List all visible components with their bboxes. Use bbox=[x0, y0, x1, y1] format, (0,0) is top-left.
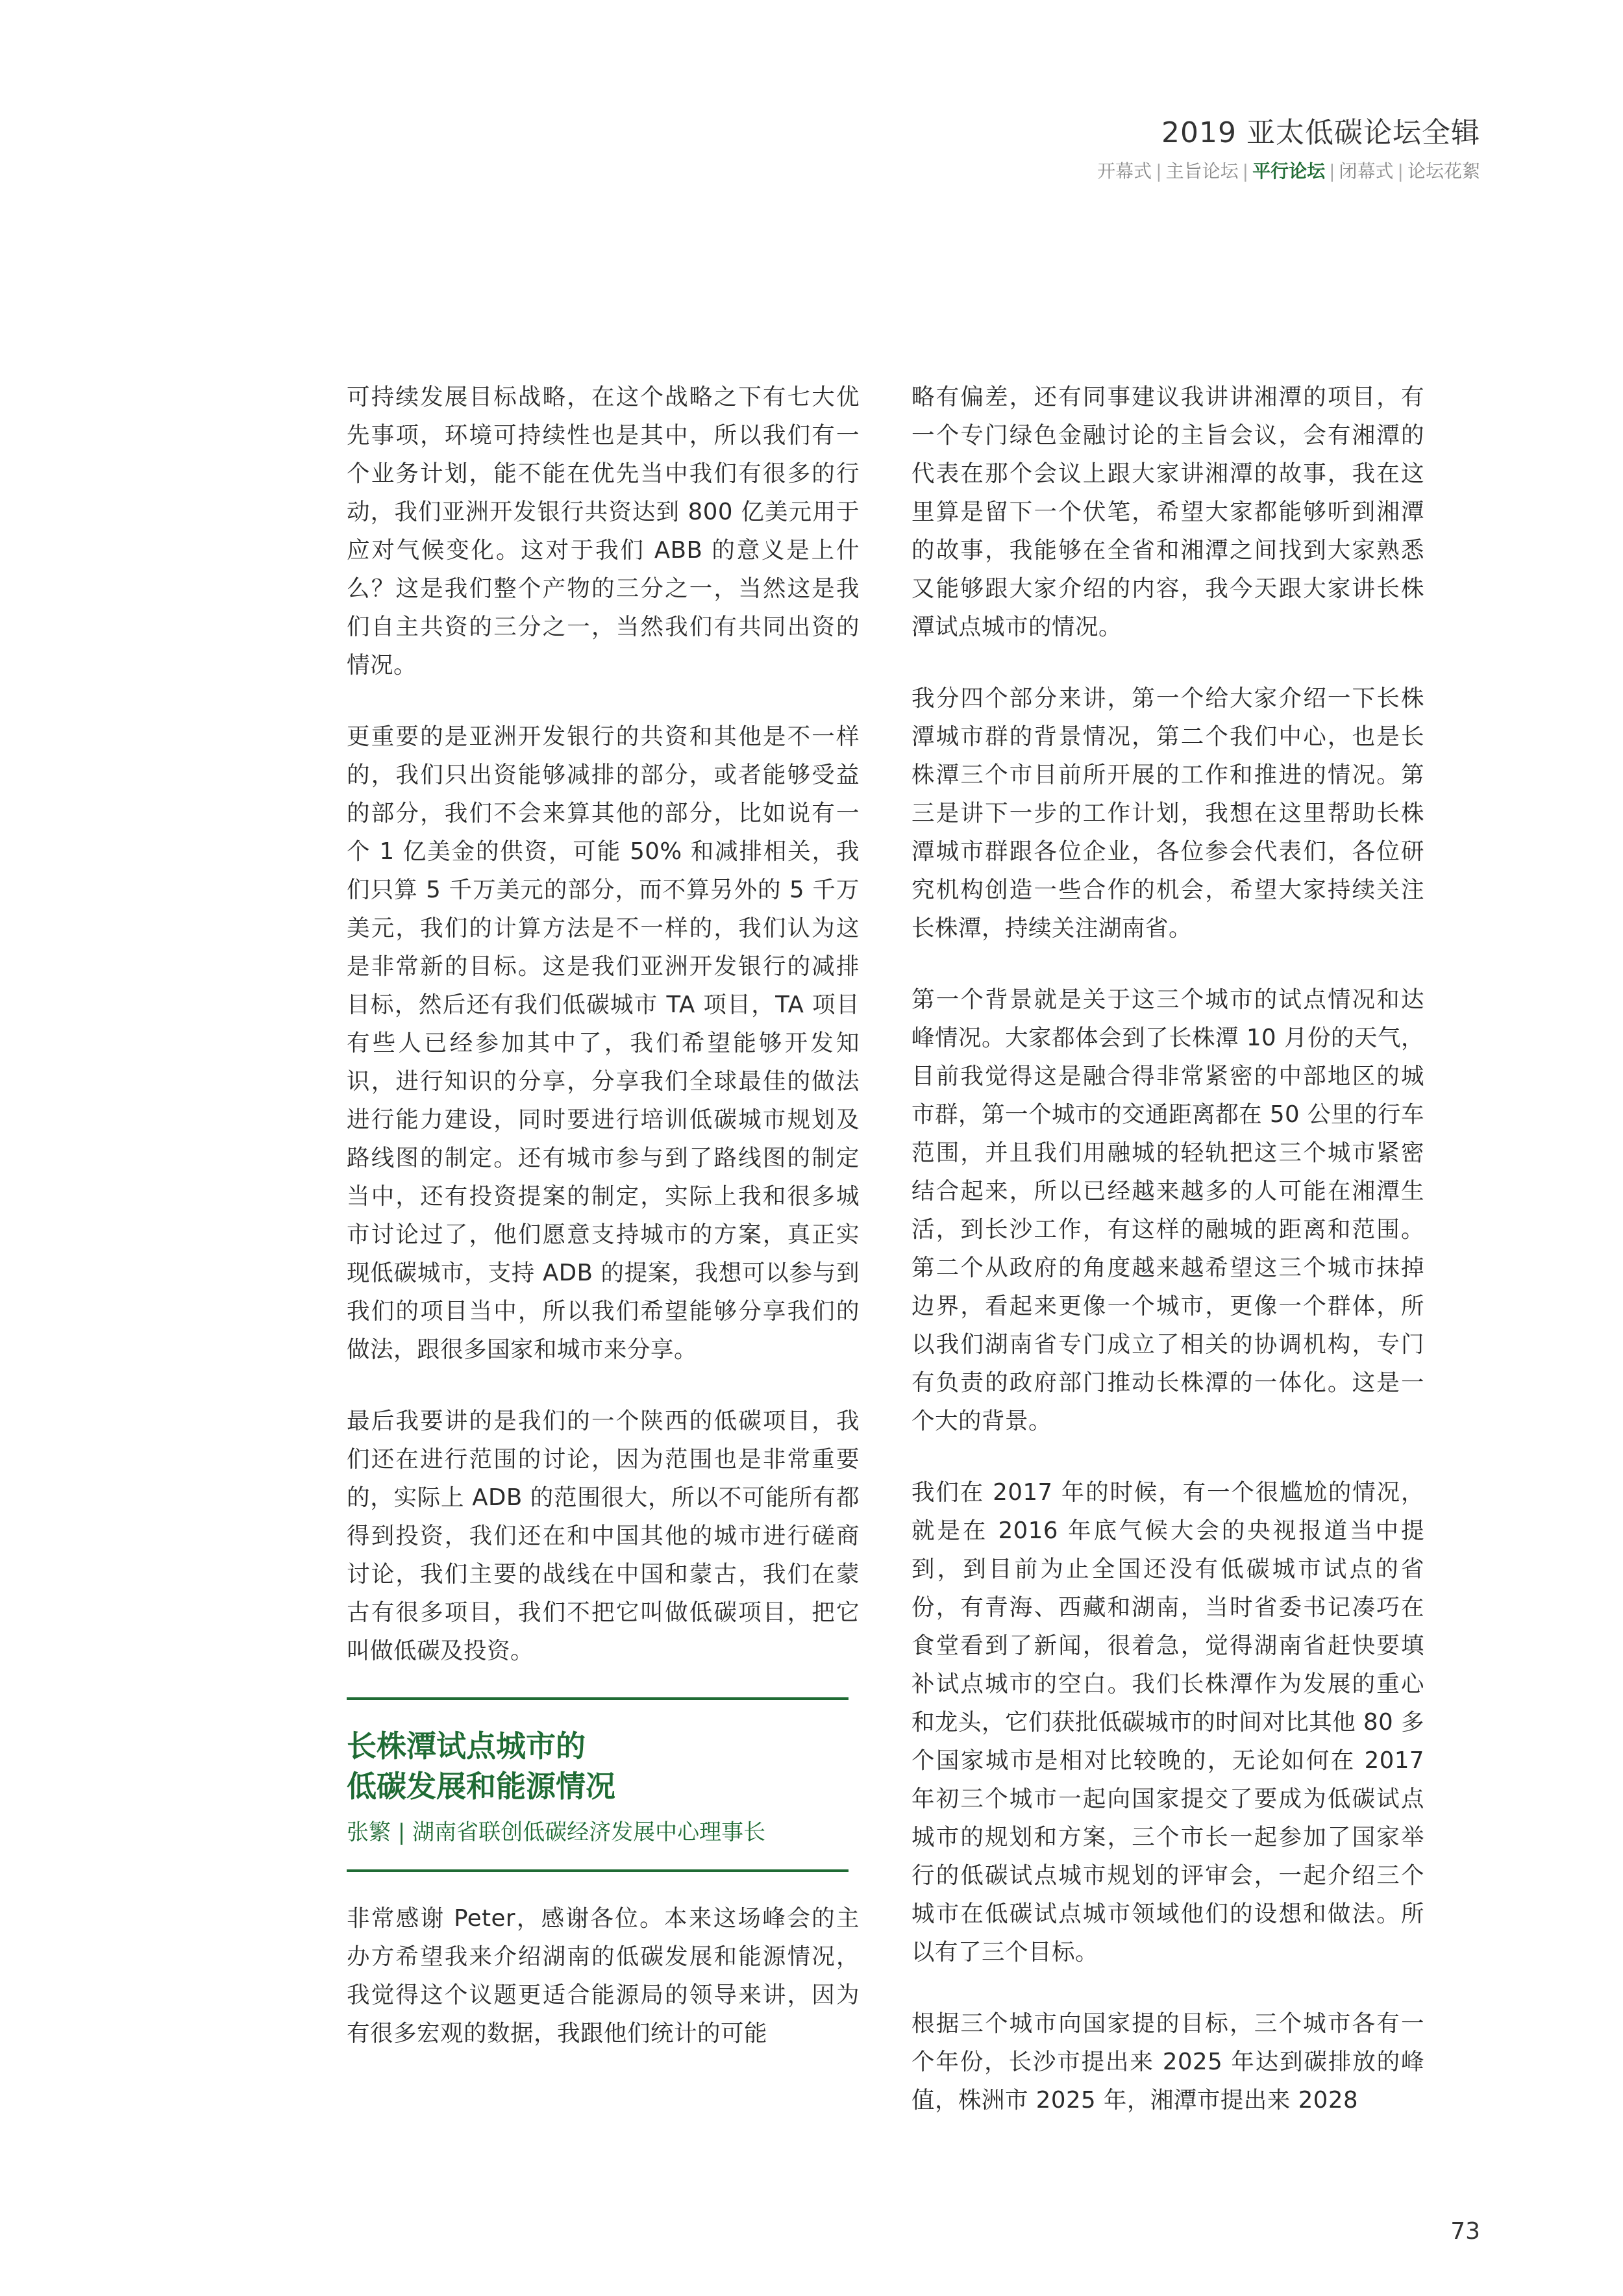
section-top-rule bbox=[347, 1697, 849, 1700]
publication-title: 2019 亚太低碳论坛全辑 bbox=[1161, 116, 1480, 149]
page-number: 73 bbox=[1450, 2218, 1480, 2245]
section-title-line-1: 长株潭试点城市的 bbox=[347, 1728, 586, 1764]
body-paragraph: 略有偏差，还有同事建议我讲讲湘潭的项目，有一个专门绿色金融讨论的主旨会议，会有湘潭的代表在那个会议上跟大家讲湘潭的故事，我在这里算是留下一个伏笔，希望大家都能够听到湘潭的故事，我能够在全省和湘潭之间找到大家熟悉又能够跟大家介绍的内容，我今天跟大家讲长株潭试点城市的情况。 bbox=[911, 384, 1424, 640]
body-paragraph: 第一个背景就是关于这三个城市的试点情况和达峰情况。大家都体会到了长株潭 10 月份的天气，目前我觉得这是融合得非常紧密的中部地区的城市群，第一个城市的交通距离都在 50 公里的行车范围，并且我们用融城的轻轨把这三个城市紧密结合起来，所以已经越来越多的人可能在湘潭生活，到长沙工作，有这样的融城的距离和范围。第二个从政府的角度越来越希望这三个城市抹掉边界，看起来更像一个城市，更像一个群体，所以我们湖南省专门成立了相关的协调机构，专门有负责的政府部门推动长株潭的一体化。这是一个大的背景。 bbox=[911, 986, 1424, 1434]
section-nav: 开幕式 | 主旨论坛 | 平行论坛 | 闭幕式 | 论坛花絮 bbox=[1097, 160, 1480, 182]
body-paragraph: 最后我要讲的是我们的一个陕西的低碳项目，我们还在进行范围的讨论，因为范围也是非常重要的，实际上 ADB 的范围很大，所以不可能所有都得到投资，我们还在和中国其他的城市进行磋商讨论，我们主要的战线在中国和蒙古，我们在蒙古有很多项目，我们不把它叫做低碳项目，把它叫做低碳及投资。 bbox=[347, 1408, 860, 1664]
body-paragraph: 我分四个部分来讲，第一个给大家介绍一下长株潭城市群的背景情况，第二个我们中心，也是长株潭三个市目前所开展的工作和推进的情况。第三是讲下一步的工作计划，我想在这里帮助长株潭城市群跟各位企业，各位参会代表们，各位研究机构创造一些合作的机会，希望大家持续关注长株潭，持续关注湖南省。 bbox=[911, 685, 1424, 942]
body-paragraph: 非常感谢 Peter，感谢各位。本来这场峰会的主办方希望我来介绍湖南的低碳发展和能源情况，我觉得这个议题更适合能源局的领导来讲，因为有很多宏观的数据，我跟他们统计的可能 bbox=[347, 1905, 860, 2047]
right-column bbox=[911, 378, 1424, 2152]
nav-item-opening[interactable]: 开幕式 bbox=[1097, 160, 1152, 182]
nav-item-parallel-forum[interactable]: 平行论坛 bbox=[1252, 160, 1326, 182]
body-paragraph: 可持续发展目标战略，在这个战略之下有七大优先事项，环境可持续性也是其中，所以我们有一个业务计划，能不能在优先当中我们有很多的行动，我们亚洲开发银行共资达到 800 亿美元用于应对气候变化。这对于我们 ABB 的意义是上什么？这是我们整个产物的三分之一，当然这是我们自主共资的三分之一，当然我们有共同出资的情况。 bbox=[347, 384, 860, 679]
section-title-line-2: 低碳发展和能源情况 bbox=[347, 1769, 615, 1804]
section-title bbox=[347, 1726, 860, 1806]
nav-item-closing[interactable]: 闭幕式 bbox=[1339, 160, 1394, 182]
left-column bbox=[347, 378, 860, 2086]
body-paragraph: 我们在 2017 年的时候，有一个很尴尬的情况，就是在 2016 年底气候大会的央视报道当中提到，到目前为止全国还没有低碳城市试点的省份，有青海、西藏和湖南，当时省委书记凑巧在食堂看到了新闻，很着急，觉得湖南省赶快要填补试点城市的空白。我们长株潭作为发展的重心和龙头，它们获批低碳城市的时间对比其他 80 多个国家城市是相对比较晚的，无论如何在 2017 年初三个城市一起向国家提交了要成为低碳试点城市的规划和方案，三个市长一起参加了国家举行的低碳试点城市规划的评审会，一起介绍三个城市在低碳试点城市领域他们的设想和做法。所以有了三个目标。 bbox=[911, 1479, 1424, 1965]
nav-item-keynote[interactable]: 主旨论坛 bbox=[1165, 160, 1239, 182]
body-paragraph: 更重要的是亚洲开发银行的共资和其他是不一样的，我们只出资能够减排的部分，或者能够受益的部分，我们不会来算其他的部分，比如说有一个 1 亿美金的供资，可能 50% 和减排相关，我们只算 5 千万美元的部分，而不算另外的 5 千万美元，我们的计算方法是不一样的，我们认为这是非常新的目标。这是我们亚洲开发银行的减排目标，然后还有我们低碳城市 TA 项目，TA 项目有些人已经参加其中了，我们希望能够开发知识，进行知识的分享，分享我们全球最佳的做法进行能力建设，同时要进行培训低碳城市规划及路线图的制定。还有城市参与到了路线图的制定当中，还有投资提案的制定，实际上我和很多城市讨论过了，他们愿意支持城市的方案，真正实现低碳城市，支持 ADB 的提案，我想可以参与到我们的项目当中，所以我们希望能够分享我们的做法，跟很多国家和城市来分享。 bbox=[347, 723, 860, 1363]
speaker-byline: 张繁 | 湖南省联创低碳经济发展中心理事长 bbox=[347, 1819, 766, 1845]
body-paragraph: 根据三个城市向国家提的目标，三个城市各有一个年份，长沙市提出来 2025 年达到碳排放的峰值，株洲市 2025 年，湘潭市提出来 2028 bbox=[911, 2010, 1424, 2114]
nav-item-highlights[interactable]: 论坛花絮 bbox=[1407, 160, 1480, 182]
section-bottom-rule bbox=[347, 1869, 849, 1872]
